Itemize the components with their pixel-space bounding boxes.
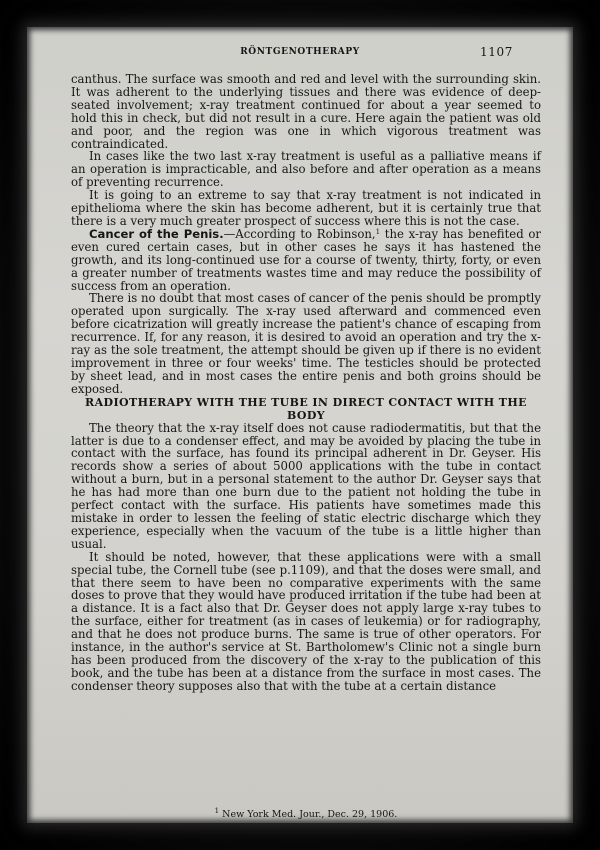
paragraph: There is no doubt that most cases of cancer of the penis should be promptly operated upon surgically. The x-ray used afterward and commenced even before cicatrization will greatly increase the patient's chance of escaping from recurrence. If, for any reason, it is desired to avoid an operation and try the x-ray as the sole treatment, the attempt should be given up if there is no evident improvement in three or four weeks' time. The testicles should be protected by sheet lead, and in most cases the entire penis and both groins should be exposed. [71, 291, 541, 396]
paragraph-text: the x-ray has benefited or even cured certain cases, but in other cases he says it has hastened the growth, and its long-continued use for a course of twenty, thirty, forty, or even a greater number of treatments wastes time and may reduce the possibility of success from an operation. [71, 226, 541, 293]
page-body [71, 73, 541, 693]
footnote-marker: 1 [214, 807, 220, 815]
paragraph [71, 228, 541, 293]
paragraph: It should be noted, however, that these applications were with a small special tube, the Cornell tube (see p.1109), and that the doses were small, and that there seem to have been no comparative experiments with the same doses to prove that they would have produced irritation if the tube had been at a distance. It is a fact also that Dr. Geyser does not apply large x-ray tubes to the surface, either for treatment (as in cases of leukemia) or for radiography, and that he does not produce burns. The same is true of other operators. For instance, in the author's service at St. Bartholomew's Clinic not a single burn has been produced from the discovery of the x-ray to the publication of this book, and the tube has been at a distance from the surface in most cases. The condenser theory supposes also that with the tube at a certain distance [71, 549, 541, 693]
section-heading: RADIOTHERAPY WITH THE TUBE IN DIRECT CONTACT WITH THE BODY [85, 395, 527, 422]
paragraph: In cases like the two last x-ray treatment is useful as a palliative means if an operation is impracticable, and also before and after operation as a means of preventing recurrence. [71, 149, 541, 190]
paragraph: canthus. The surface was smooth and red and level with the surrounding skin. It was adherent to the underlying tissues and there was evidence of deep-seated involvement; x-ray treatment continued for about a year seemed to hold this in check, but did not result in a cure. Here again the patient was old and poor, and the region was one in which vigorous treatment was contraindicated. [71, 72, 541, 151]
paragraph: The theory that the x-ray itself does not cause radiodermatitis, but that the latter is due to a condenser effect, and may be avoided by placing the tube in contact with the surface, has found its principal adherent in Dr. Geyser. His records show a series of about 5000 applications with the tube in contact without a burn, but in a personal statement to the author Dr. Geyser says that he has had more than one burn due to the patient not holding the tube in perfect contact with the surface. His patients have sometimes made this mistake in order to lessen the feeling of static electric discharge which they experience, especially when the vacuum of the tube is a little higher than usual. [71, 420, 541, 551]
running-head [27, 47, 573, 61]
paragraph-subhead: Cancer of the Penis. [89, 226, 224, 241]
running-head-title: RÖNTGENOTHERAPY [240, 47, 360, 57]
footnote-reference: 1 [375, 227, 381, 236]
paragraph-text: —According to Robinson, [223, 226, 376, 241]
footnote-text: New York Med. Jour., Dec. 29, 1906. [219, 809, 398, 820]
page-number: 1107 [480, 45, 513, 59]
footnote [71, 809, 541, 820]
book-page [27, 27, 573, 823]
paragraph: It is going to an extreme to say that x-ray treatment is not indicated in epithelioma where the skin has become adherent, but it is certainly true that there is a very much greater prospect of success where this is not the case. [71, 188, 541, 228]
